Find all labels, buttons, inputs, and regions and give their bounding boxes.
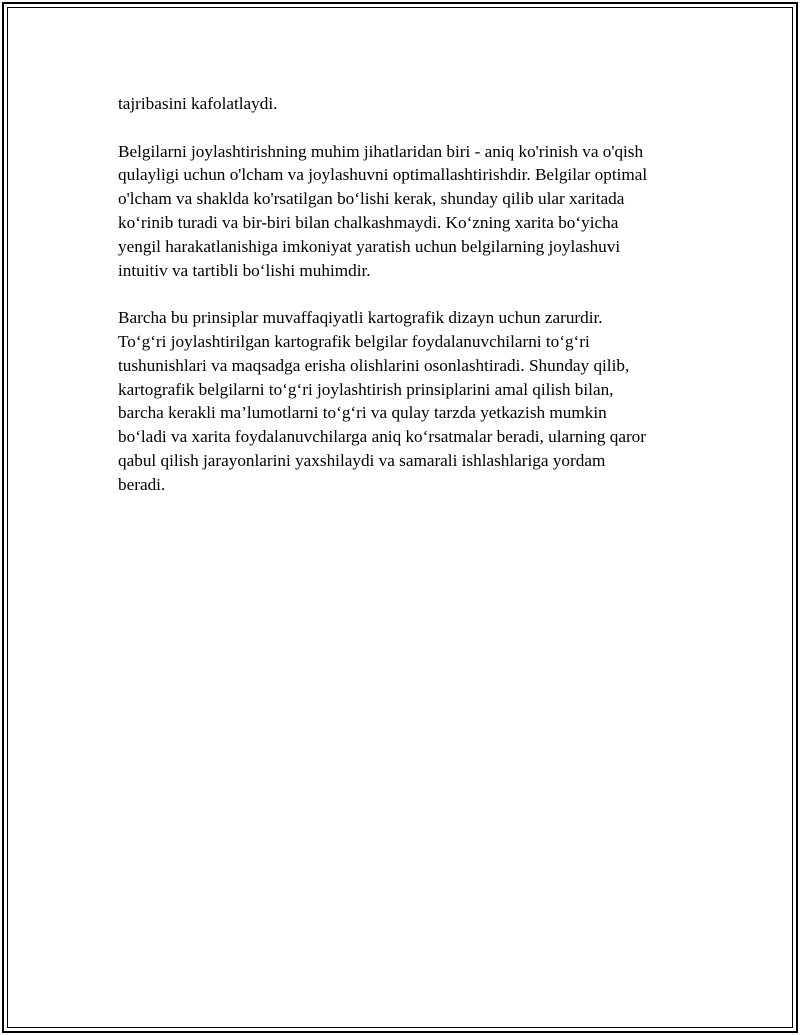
text-line: qabul qilish jarayonlarini yaxshilaydi va samarali ishlashlariga yordam [118,450,606,470]
text-line: ko‘rinib turadi va bir-biri bilan chalkashmaydi. Ko‘zning xarita bo‘yicha [118,212,619,232]
text-line: bo‘ladi va xarita foydalanuvchilarga aniq ko‘rsatmalar beradi, ularning qaror [118,427,646,447]
text-line: To‘g‘ri joylashtirilgan kartografik belgilar foydalanuvchilarni to‘g‘ri [118,331,590,351]
paragraph-1 [118,92,698,116]
text-line: kartografik belgilarni to‘g‘ri joylashtirish prinsiplarini amal qilish bilan, [118,379,614,399]
text-line: intuitiv va tartibli bo‘lishi muhimdir. [118,260,371,280]
text-line: qulayligi uchun o'lcham va joylashuvni optimallashtirishdir. Belgilar optimal [118,165,648,185]
document-body [118,92,698,520]
text-line: barcha kerakli ma’lumotlarni to‘g‘ri va qulay tarzda yetkazish mumkin [118,403,607,423]
paragraph-2 [118,140,698,283]
text-line: yengil harakatlanishiga imkoniyat yaratish uchun belgilarning joylashuvi [118,236,621,256]
text-line: tajribasini kafolatlaydi. [118,94,278,113]
paragraph-3 [118,306,698,496]
text-line: Belgilarni joylashtirishning muhim jihatlaridan biri - aniq ko'rinish va o'qish [118,141,644,161]
text-line: tushunishlari va maqsadga erisha olishlarini osonlashtiradi. Shunday qilib, [118,355,630,375]
text-line: beradi. [118,474,166,494]
text-line: o'lcham va shaklda ko'rsatilgan bo‘lishi kerak, shunday qilib ular xaritada [118,189,625,209]
text-line: Barcha bu prinsiplar muvaffaqiyatli kartografik dizayn uchun zarurdir. [118,308,603,328]
